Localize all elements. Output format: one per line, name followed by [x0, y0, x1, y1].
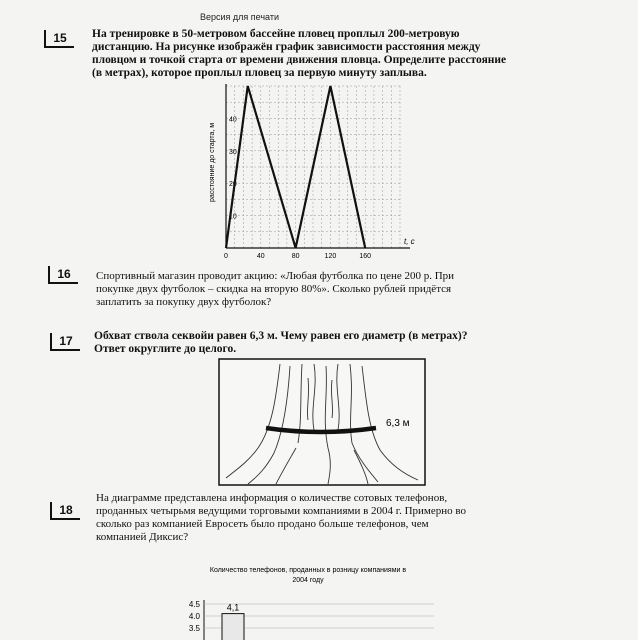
question-number-16: 16 — [48, 266, 78, 284]
q15-line: На тренировке в 50-метровом бассейне пловец проплыл 200-метровую — [92, 28, 460, 40]
q17-line: Ответ округлите до целого. — [94, 343, 237, 355]
bar — [222, 614, 244, 640]
bar-y-tick-label: 3.5 — [188, 624, 200, 633]
q18-line: компанией Диксис? — [96, 531, 189, 543]
x-tick-label: 40 — [256, 253, 265, 260]
q18-line: сколько раз компанией Евросеть было продано больше телефонов, чем — [96, 518, 429, 530]
q18-line: проданных четырьмя ведущими торговыми компаниями в 2004 г. Примерно во — [96, 505, 466, 517]
q16-line: заплатить за покупку двух футболок? — [96, 296, 272, 308]
print-version-header: Версия для печати — [200, 12, 280, 22]
question-number-18: 18 — [50, 502, 80, 520]
question-text-17 — [94, 330, 467, 356]
q16-line: Спортивный магазин проводит акцию: «Любая футболка по цене 200 р. При — [96, 270, 455, 282]
bar-value-label: 4,1 — [226, 602, 240, 613]
question-number-15: 15 — [44, 30, 74, 48]
question-text-15 — [92, 28, 506, 80]
y-tick-label: 10 — [229, 213, 237, 221]
phones-bar-chart — [168, 562, 448, 640]
q16-line: покупке двух футболок – скидка на вторую 80%». Сколько рублей придётся — [96, 283, 452, 295]
q15-line: (в метрах), которое проплыл пловец за первую минуту заплыва. — [92, 67, 427, 79]
x-tick-label: 120 — [324, 253, 337, 260]
bar-chart-content — [189, 600, 434, 640]
y-tick-label: 40 — [229, 116, 237, 124]
question-text-16 — [96, 270, 454, 309]
question-number-17: 17 — [50, 333, 80, 351]
bar-y-tick-label: 4.5 — [188, 600, 200, 609]
q18-line: На диаграмме представлена информация о количестве сотовых телефонов, — [96, 492, 448, 504]
x-axis-label: t, c — [404, 237, 415, 246]
x-tick-label: 80 — [291, 253, 300, 260]
y-tick-label: 20 — [229, 181, 237, 189]
sequoia-trunk-illustration — [218, 358, 426, 486]
bar-chart-title-line: Количество телефонов, проданных в розницу компаниями в — [209, 567, 407, 574]
q17-line: Обхват ствола секвойи равен 6,3 м. Чему равен его диаметр (в метрах)? — [94, 330, 468, 342]
question-text-18 — [96, 492, 466, 544]
bar-y-tick-label: 4.0 — [188, 612, 200, 621]
distance-time-graph — [200, 82, 420, 262]
x-tick-label: 0 — [224, 253, 228, 260]
q15-line: дистанцию. На рисунке изображён график зависимости расстояния между — [92, 41, 481, 53]
girth-label: 6,3 м — [386, 418, 410, 429]
bar-chart-title-line: 2004 году — [292, 577, 324, 584]
y-tick-label: 30 — [229, 148, 237, 156]
q15-line: пловцом и точкой старта от времени движения пловца. Определите расстояние — [92, 54, 507, 66]
y-axis-label: расстояние до старта, м — [209, 122, 216, 202]
x-tick-label: 160 — [359, 253, 372, 260]
